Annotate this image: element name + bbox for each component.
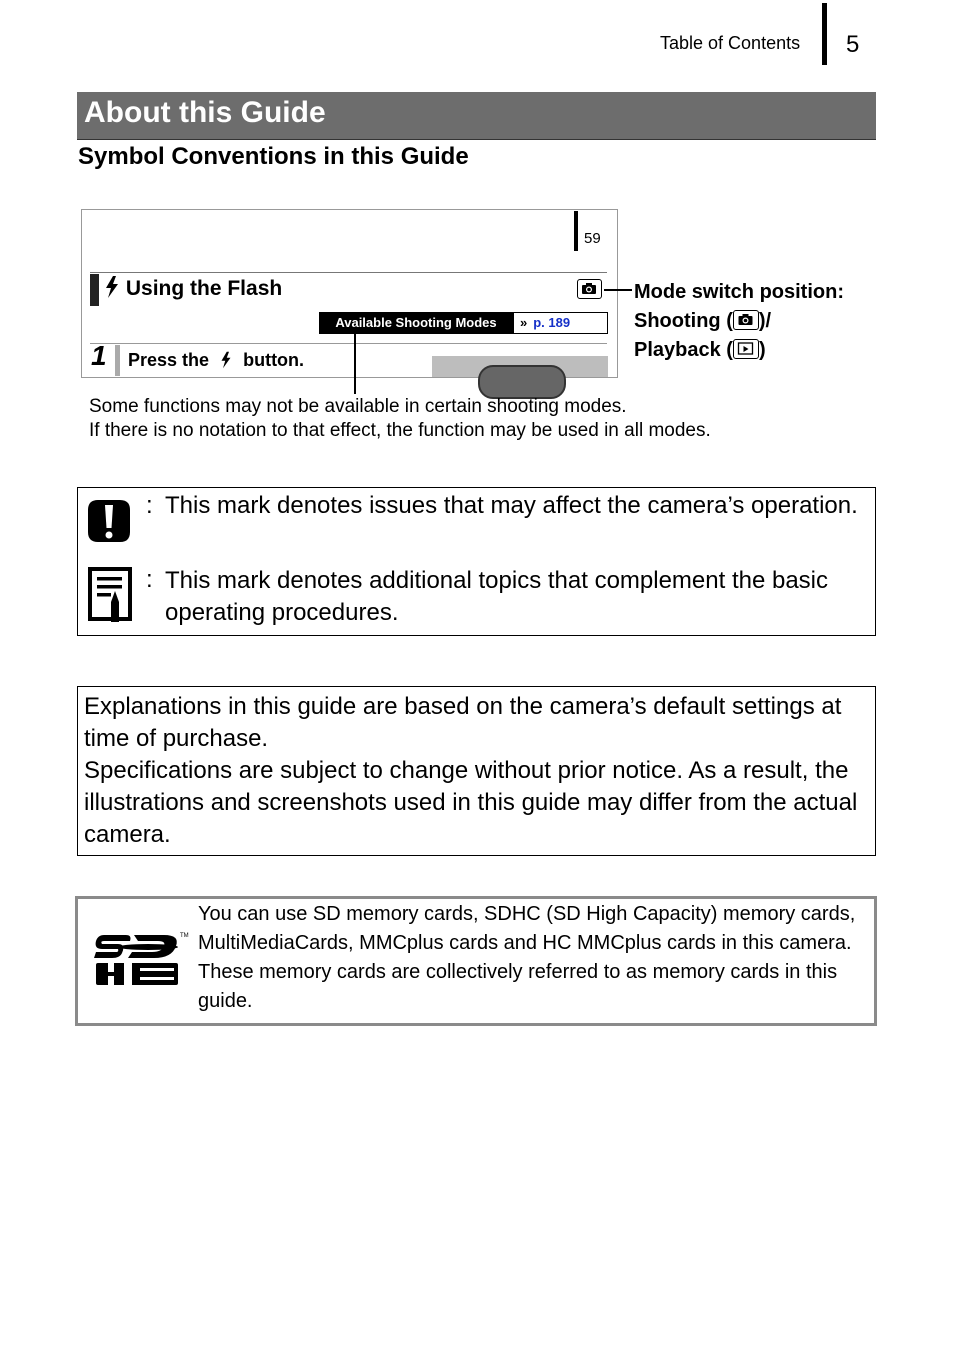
explanations-paragraph-1: Explanations in this guide are based on the camera’s default settings at time of purchase.: [84, 693, 842, 752]
symbol-colon: :: [146, 566, 153, 593]
explanations-paragraph-2: Specifications are subject to change without prior notice. As a result, the illustrations and screenshots used in this guide may differ from the actual camera.: [84, 757, 858, 848]
sdhc-logo-icon: [94, 929, 190, 989]
memory-card-text: You can use SD memory cards, SDHC (SD High Capacity) memory cards, MultiMediaCards, MMCplus cards and HC MMCplus cards in this camera. These memory cards are collectively referred to as memory cards in this guide.: [198, 903, 856, 1012]
sample-divider: [90, 272, 607, 273]
section-subtitle: Symbol Conventions in this Guide: [78, 143, 469, 170]
playback-mode-line: Playback ( ): [634, 339, 766, 361]
sample-heading-text: Using the Flash: [125, 277, 283, 300]
playback-icon: [733, 339, 759, 359]
double-chevron-icon: »: [520, 315, 528, 330]
explanations-box: [77, 686, 876, 856]
mode-switch-callout: [634, 278, 844, 365]
shooting-modes-note: Some functions may not be available in certain shooting modes. If there is no notation to that effect, the function may be used in all modes.: [89, 396, 711, 441]
table-of-contents-link[interactable]: Table of Contents: [660, 33, 801, 53]
flash-icon: [104, 276, 120, 298]
camera-button-illustration: [478, 365, 566, 399]
camera-icon: [733, 310, 759, 330]
header-divider: [822, 3, 827, 65]
callout-line: [354, 332, 356, 394]
caution-description: This mark denotes issues that may affect the camera’s operation.: [165, 492, 858, 519]
page-number: 5: [846, 31, 860, 58]
shooting-mode-icon: [577, 279, 602, 299]
symbol-colon: :: [146, 492, 153, 519]
mode-switch-label: Mode switch position:: [634, 281, 844, 303]
sample-heading: [104, 276, 282, 301]
mode-callout-line: [604, 289, 632, 291]
step-text: Press the button.: [128, 350, 305, 370]
sample-step-divider: [90, 343, 607, 344]
memo-pencil-icon: [88, 567, 132, 625]
sample-heading-marker: [90, 274, 99, 306]
sample-page-bar: [574, 211, 578, 251]
flash-icon: [220, 351, 232, 369]
caution-icon: [86, 498, 132, 544]
shooting-mode-line: Shooting ( )/: [634, 310, 772, 332]
page-reference-link[interactable]: p. 189: [533, 315, 571, 330]
step-number: 1: [91, 340, 107, 371]
memo-description: This mark denotes additional topics that complement the basic operating procedures.: [165, 567, 829, 626]
svg-text:TM: TM: [180, 933, 189, 939]
available-shooting-modes-label: Available Shooting Modes: [319, 312, 513, 334]
page-reference[interactable]: [513, 312, 608, 334]
sample-page-number: 59: [584, 230, 601, 247]
section-title: About this Guide: [84, 96, 326, 129]
step-bar: [115, 345, 120, 376]
